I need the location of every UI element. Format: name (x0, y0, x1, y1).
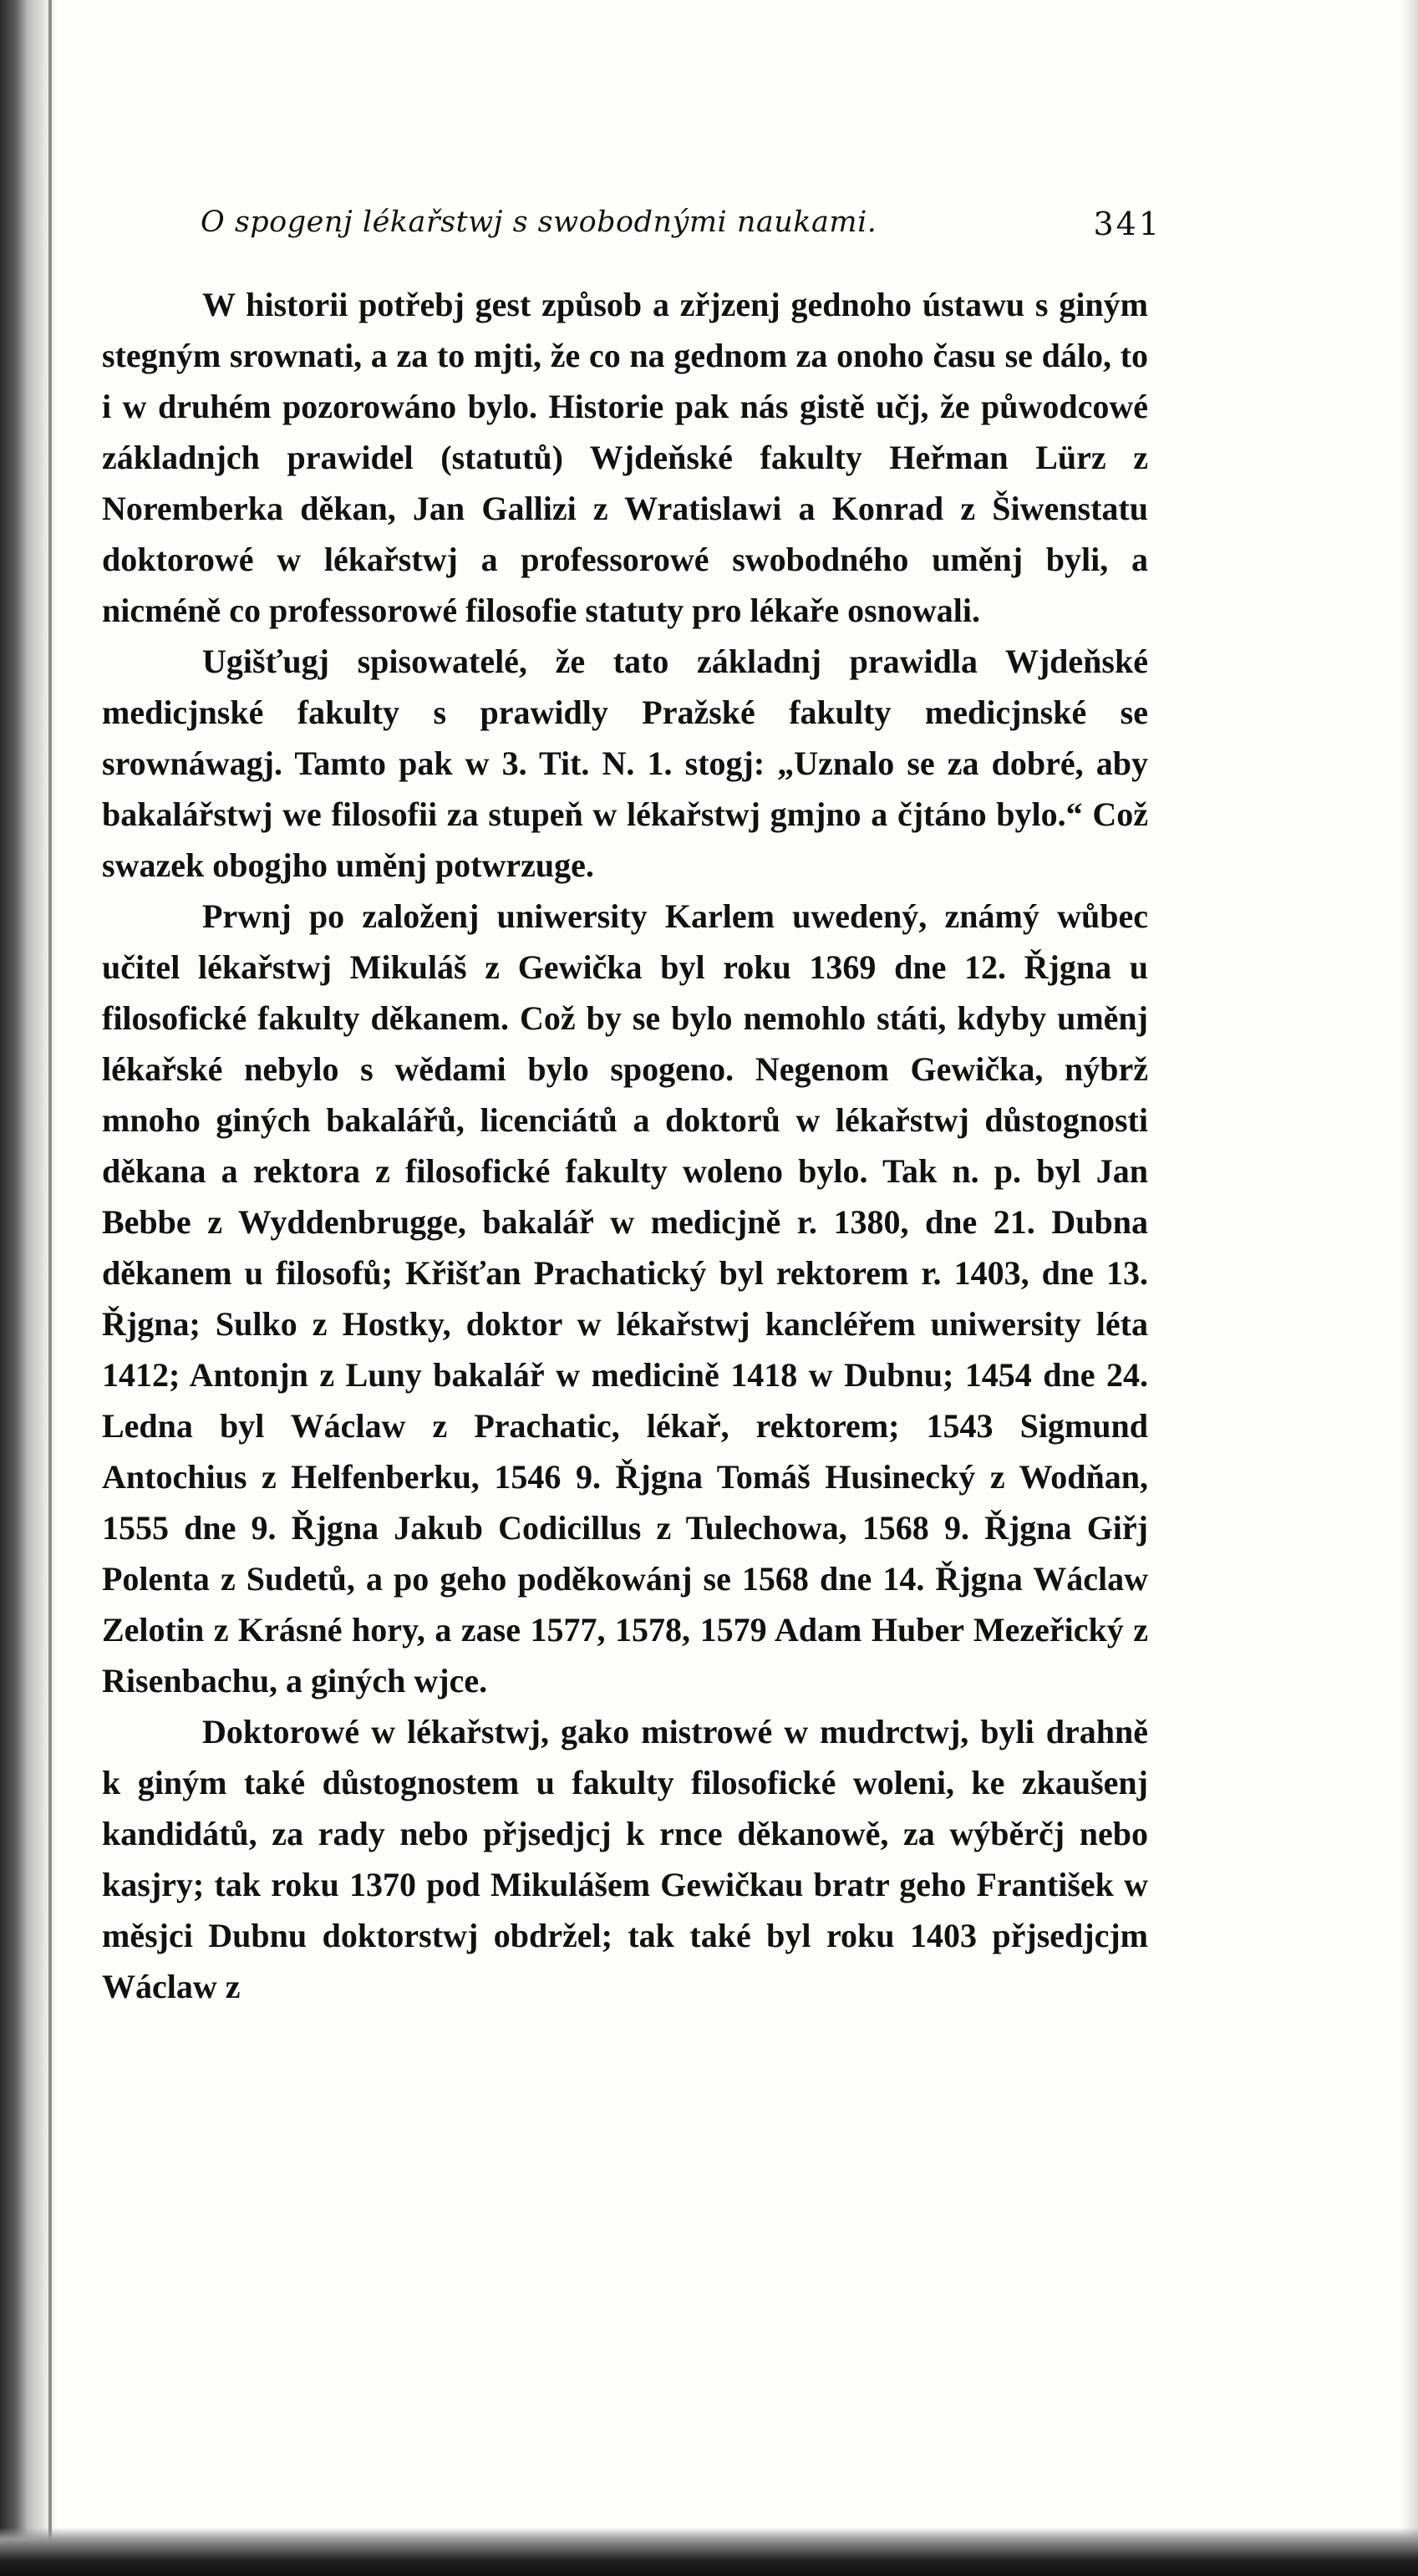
paragraph: Prwnj po založenj uniwersity Karlem uwedený, známý wůbec učitel lékařstwj Mikuláš z Gewička byl roku 1369 dne 12. Řjgna u filosofické fakulty děkanem. Což by se bylo nemohlo státi, kdyby uměnj lékařské nebylo s wědami bylo spogeno. Negenom Gewička, nýbrž mnoho giných bakalářů, licenciátů a doktorů w lékařstwj důstognosti děkana a rektora z filosofické fakulty woleno bylo. Tak n. p. byl Jan Bebbe z Wyddenbrugge, bakalář w medicjně r. 1380, dne 21. Dubna děkanem u filosofů; Křišťan Prachatický byl rektorem r. 1403, dne 13. Řjgna; Sulko z Hostky, doktor w lékařstwj kancléřem uniwersity léta 1412; Antonjn z Luny bakalář w medicině 1418 w Dubnu; 1454 dne 24. Ledna byl Wáclaw z Prachatic, lékař, rektorem; 1543 Sigmund Antochius z Helfenberku, 1546 9. Řjgna Tomáš Husinecký z Wodňan, 1555 dne 9. Řjgna Jakub Codicillus z Tulechowa, 1568 9. Řjgna Giřj Polenta z Sudetů, a po geho poděkowánj se 1568 dne 14. Řjgna Wáclaw Zelotin z Krásné hory, a zase 1577, 1578, 1579 Adam Huber Mezeřický z Risenbachu, a giných wjce. (102, 897, 1148, 1700)
page-edge-line (48, 0, 52, 2576)
running-head: O spogenj lékařstwj s swobodnými naukami. (201, 206, 877, 239)
paragraph: Doktorowé w lékařstwj, gako mistrowé w mudrctwj, byli drahně k giným také důstognostem u fakulty filosofické woleni, ke zkaušenj kandidátů, za rady nebo přjsedjcj k rnce děkanowě, za wýběrčj nebo kasjry; tak roku 1370 pod Mikulášem Gewičkau bratr geho František w měsjci Dubnu doktorstwj obdržel; tak také byl roku 1403 přjsedjcjm Wáclaw z (102, 1713, 1148, 2005)
paragraph: W historii potřebj gest způsob a zřjzenj gednoho ústawu s giným stegným srownati, a za to mjti, že co na gednom za onoho času se dálo, to i w druhém pozorowáno bylo. Historie pak nás gistě učj, že půwodcowé základnjch prawidel (statutů) Wjdeňské fakulty Heřman Lürz z Noremberka děkan, Jan Gallizi z Wratislawi a Konrad z Šiwenstatu doktorowé w lékařstwj a professorowé swobodného uměnj byli, a nicméně co professorowé filosofie statuty pro lékaře osnowali. (102, 286, 1148, 629)
scan-bottom-edge (0, 2528, 1418, 2576)
body-text (102, 279, 1148, 2012)
right-page-edge (1401, 0, 1418, 2576)
page-header (201, 206, 1161, 256)
page-number: 341 (1093, 206, 1161, 242)
paragraph: Ugišťugj spisowatelé, že tato základnj prawidla Wjdeňské medicjnské fakulty s prawidly Pražské fakulty medicjnské se srownáwagj. Tamto pak w 3. Tit. N. 1. stogj: „Uznalo se za dobré, aby bakalářstwj we filosofii za stupeň w lékařstwj gmjno a čjtáno bylo.“ Což swazek obogjho uměnj potwrzuge. (102, 643, 1148, 884)
